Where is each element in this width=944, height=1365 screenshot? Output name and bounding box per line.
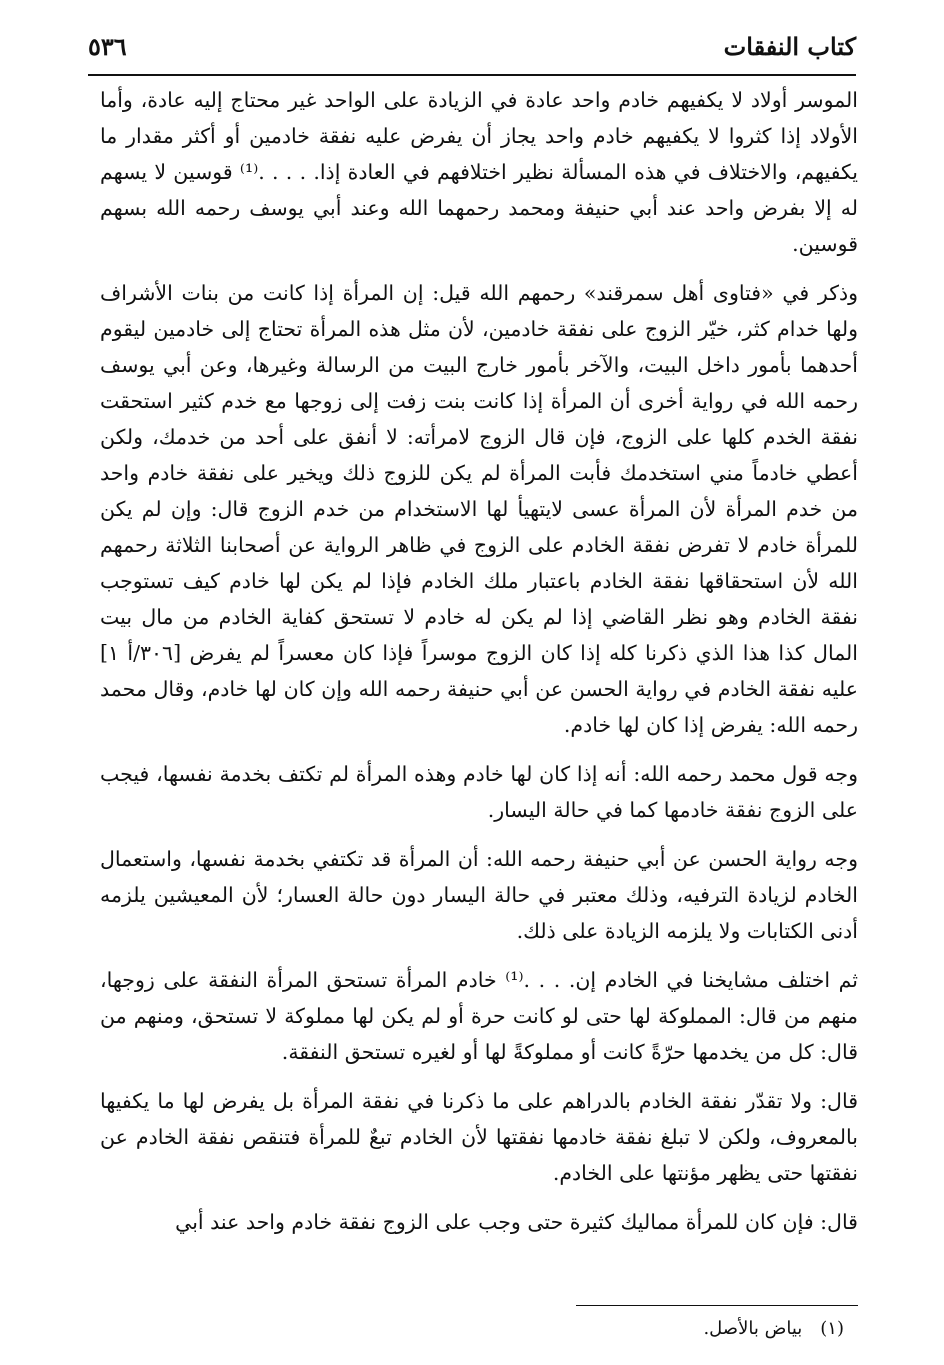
chapter-title: كتاب النفقات xyxy=(723,32,856,61)
paragraph: ثم اختلف مشايخنا في الخادم إن. . . .⁽¹⁾ خادم المرأة تستحق المرأة النفقة على زوجها، منهم من قال: المملوكة لها حتى لو كانت حرة أو لم يكن لها مملوكة لا تستحق، ومنهم من قال: كل من يخدمها حرّةً كانت أو مملوكةً لها أو لغيره تستحق النفقة. xyxy=(100,968,858,1064)
paragraph: قال: فإن كان للمرأة مماليك كثيرة حتى وجب على الزوج نفقة خادم واحد عند أبي xyxy=(175,1210,858,1234)
paragraph: وجه قول محمد رحمه الله: أنه إذا كان لها خادم وهذه المرأة لم تكتف بخدمة نفسها، فيجب على الزوج نفقة خادمها كما في حالة اليسار. xyxy=(100,762,858,822)
paragraph: وذكر في «فتاوى أهل سمرقند» رحمهم الله قيل: إن المرأة إذا كانت من بنات الأشراف ولها خدام كثر، خيّر الزوج على نفقة خادمين، لأن مثل هذه المرأة تحتاج إلى خادمين ليقوم أحدهما بأمور داخل البيت، والآخر بأمور خارج البيت من الرسالة وغيرها، وعن أبي يوسف رحمه الله في رواية أخرى أن المرأة إذا كانت بنت زفت إلى زوجها مع خدم كثير استحقت نفقة الخدم كلها على الزوج، فإن قال الزوج لامرأته: لا أنفق على أحد من خدمك، ولكن أعطي خادماً مني استخدمك فأبت المرأة لم يكن للزوج ذلك ويخير على نفقة خادم واحد من خدم المرأة لأن المرأة عسى لايتهيأ لها الاستخدام من خدم الزوج قال: وإن لم يكن للمرأة خادم لا تفرض نفقة الخادم على الزوج في ظاهر الرواية عن أصحابنا الثلاثة رحمهم الله لأن استحقاقها نفقة الخادم باعتبار ملك الخادم فإذا لم يكن لها خادم كيف تستوجب نفقة الخادم وهو نظر القاضي إذا لم يكن له خادم لا تستحق كفاية الخادم من مال بيت المال كذا هذا الذي ذكرنا كله إذا كان الزوج موسراً فإذا كان معسراً لم يفرض [٣٠٦/أ ١] عليه نفقة الخادم في رواية الحسن عن أبي حنيفة رحمه الله وإن كان لها خادم، وقال محمد رحمه الله: يفرض إذا كان لها خادم. xyxy=(100,281,858,737)
paragraph: قال: ولا تقدّر نفقة الخادم بالدراهم على ما ذكرنا في نفقة المرأة بل يفرض لها ما يكفيها بالمعروف، ولكن لا تبلغ نفقة خادمها نفقتها لأن الخادم تبعٌ للمرأة فتنقص نفقة الخادم عن نفقتها حتى يظهر مؤنتها على الخادم. xyxy=(100,1089,858,1185)
footnote-text: بياض بالأصل. xyxy=(703,1318,803,1339)
page-number: ٥٣٦ xyxy=(88,32,127,61)
page-header xyxy=(88,30,856,76)
paragraph: الموسر أولاد لا يكفيهم خادم واحد عادة في الزيادة على الواحد غير محتاج إليه عادة، وأما الأولاد إذا كثروا لا يكفيهم خادم واحد يجاز أن يفرض عليه نفقة خادمين أو أكثر مقدار ما يكفيهم، والاختلاف في هذه المسألة نظير اختلافهم في العادة إذا. . . . .⁽¹⁾ قوسين لا يسهم له إلا بفرض واحد عند أبي حنيفة ومحمد رحمهما الله وعند أبي يوسف رحمه الله بسهم قوسين. xyxy=(100,88,858,256)
footnote xyxy=(703,1318,844,1339)
main-text xyxy=(100,82,858,1253)
footnote-divider xyxy=(576,1305,858,1306)
footnote-marker: (١) xyxy=(820,1318,844,1339)
paragraph: وجه رواية الحسن عن أبي حنيفة رحمه الله: أن المرأة قد تكتفي بخدمة نفسها، واستعمال الخادم لزيادة الترفيه، وذلك معتبر في حالة اليسار دون حالة العسار؛ لأن المعيشين يلزمه أدنى الكتابات ولا يلزمه الزيادة على ذلك. xyxy=(100,847,858,943)
